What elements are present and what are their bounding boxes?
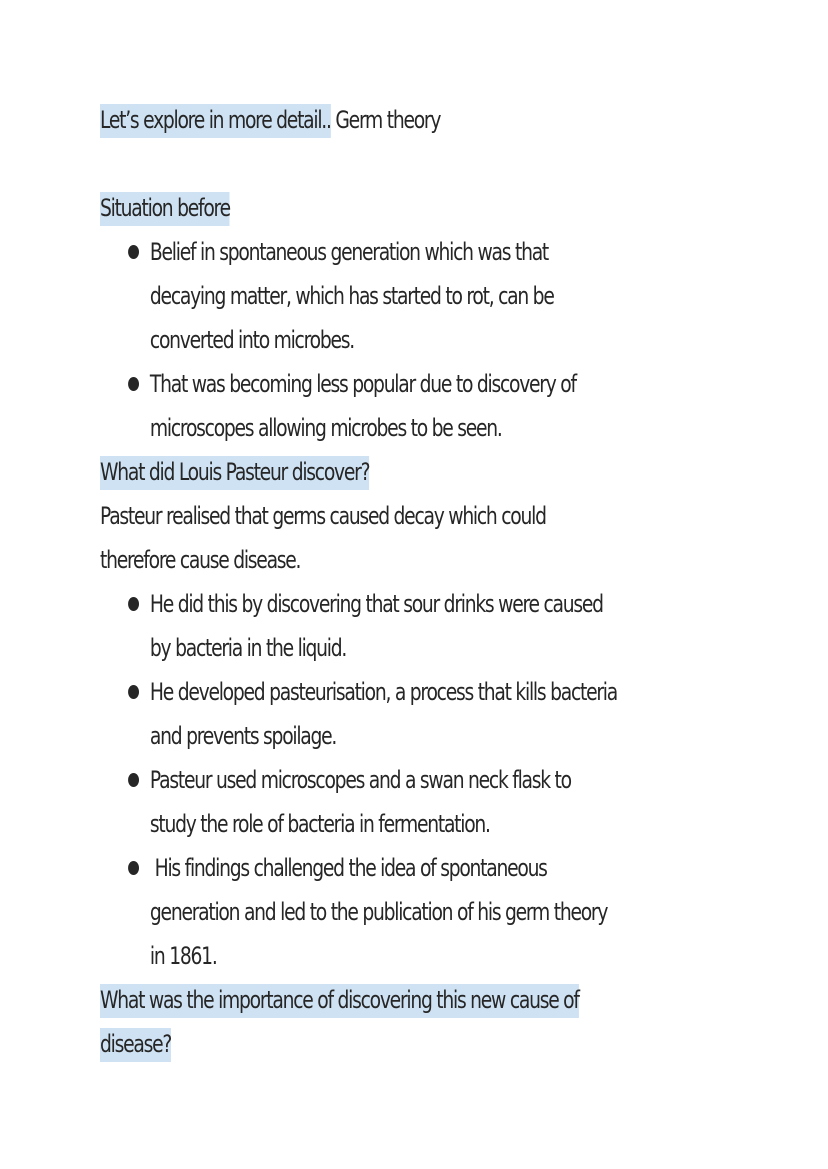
bullet-dot-icon: [128, 245, 139, 259]
list-item: [100, 582, 740, 670]
list-item-line: generation and led to the publication of his germ theory: [149, 898, 608, 926]
bullet-dot-icon: [128, 773, 139, 787]
list-item-line: decaying matter, which has started to rot, can be: [149, 282, 554, 310]
title-highlight: Let’s explore in more detail..: [100, 104, 331, 138]
bullet-dot-icon: [128, 685, 139, 699]
situation-before-heading: Situation before: [100, 186, 740, 230]
title-rest: Germ theory: [330, 106, 441, 134]
list-item-line: Belief in spontaneous generation which was that: [149, 238, 549, 266]
list-item: [100, 670, 740, 758]
list-item: [100, 230, 740, 362]
list-item-line: That was becoming less popular due to discovery of: [149, 370, 576, 398]
list-item-line: study the role of bacteria in fermentation.: [149, 810, 490, 838]
importance-heading-line: disease?: [100, 1028, 171, 1062]
pasteur-discovery-list: [100, 582, 740, 978]
bullet-dot-icon: [128, 377, 139, 391]
bullet-dot-icon: [128, 597, 139, 611]
pasteur-intro-line: Pasteur realised that germs caused decay which could: [100, 502, 546, 530]
list-item: [100, 362, 740, 450]
list-item-line: He did this by discovering that sour drinks were caused: [149, 590, 603, 618]
list-item-line: by bacteria in the liquid.: [149, 634, 347, 662]
situation-before-list: [100, 230, 740, 450]
pasteur-intro-line: therefore cause disease.: [100, 546, 301, 574]
list-item-line: microscopes allowing microbes to be seen.: [149, 414, 502, 442]
list-item-line: He developed pasteurisation, a process that kills bacteria: [149, 678, 617, 706]
bullet-dot-icon: [128, 861, 139, 875]
importance-heading: [100, 978, 740, 1066]
list-item-line: Pasteur used microscopes and a swan neck flask to: [149, 766, 571, 794]
pasteur-discovery-heading: What did Louis Pasteur discover?: [100, 450, 740, 494]
list-item-line: converted into microbes.: [149, 326, 354, 354]
importance-heading-line: What was the importance of discovering this new cause of: [100, 984, 579, 1018]
list-item: [100, 846, 740, 978]
list-item-line: and prevents spoilage.: [149, 722, 337, 750]
spacer: [100, 142, 740, 186]
document-title: [100, 98, 740, 142]
list-item-line: in 1861.: [149, 942, 217, 970]
list-item-line: His findings challenged the idea of spontaneous: [149, 854, 547, 882]
document-page: [100, 98, 740, 1066]
list-item: [100, 758, 740, 846]
